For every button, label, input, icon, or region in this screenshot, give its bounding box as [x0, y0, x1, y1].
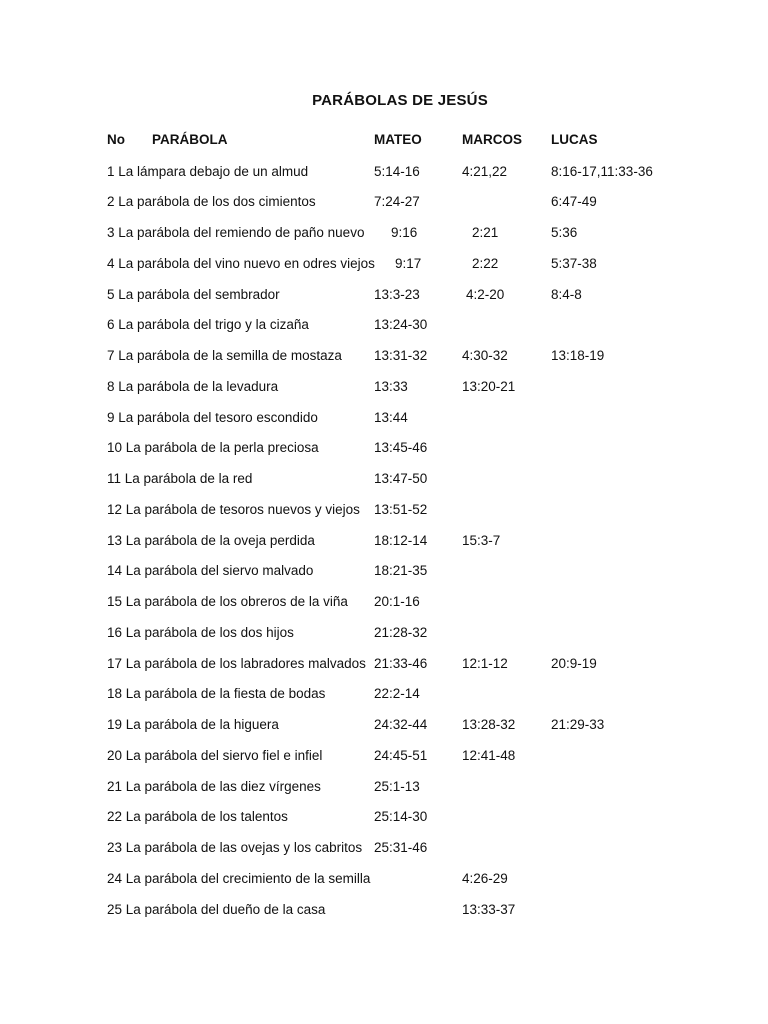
lucas-reference: 20:9-19 — [551, 656, 597, 671]
marcos-reference: 2:21 — [472, 225, 499, 240]
header-mateo: MATEO — [374, 132, 422, 147]
table-row — [0, 654, 768, 674]
parable-name: 8 La parábola de la levadura — [107, 379, 279, 394]
parable-name: 18 La parábola de la fiesta de bodas — [107, 686, 326, 701]
table-row — [0, 561, 768, 581]
table-row — [0, 346, 768, 366]
parable-name: 12 La parábola de tesoros nuevos y viejos — [107, 502, 360, 517]
table-row — [0, 192, 768, 212]
table-row — [0, 285, 768, 305]
table-row — [0, 408, 768, 428]
lucas-reference: 8:16-17,11:33-36 — [551, 164, 653, 179]
table-row — [0, 162, 768, 182]
table-row — [0, 838, 768, 858]
mateo-reference: 18:12-14 — [374, 533, 428, 548]
parable-name: 11 La parábola de la red — [107, 471, 253, 486]
marcos-reference: 12:41-48 — [462, 748, 516, 763]
mateo-reference: 13:51-52 — [374, 502, 428, 517]
table-row — [0, 715, 768, 735]
parable-name: 9 La parábola del tesoro escondido — [107, 410, 318, 425]
page-title: PARÁBOLAS DE JESÚS — [312, 92, 488, 109]
mateo-reference: 20:1-16 — [374, 594, 420, 609]
mateo-reference: 13:33 — [374, 379, 408, 394]
mateo-reference: 24:32-44 — [374, 717, 428, 732]
lucas-reference: 13:18-19 — [551, 348, 605, 363]
marcos-reference: 4:30-32 — [462, 348, 508, 363]
parable-name: 3 La parábola del remiendo de paño nuevo — [107, 225, 365, 240]
mateo-reference: 22:2-14 — [374, 686, 420, 701]
mateo-reference: 13:47-50 — [374, 471, 428, 486]
mateo-reference: 13:44 — [374, 410, 408, 425]
table-row — [0, 223, 768, 243]
mateo-reference: 21:33-46 — [374, 656, 428, 671]
table-row — [0, 807, 768, 827]
mateo-reference: 13:3-23 — [374, 287, 420, 302]
table-row — [0, 623, 768, 643]
mateo-reference: 13:31-32 — [374, 348, 428, 363]
mateo-reference: 18:21-35 — [374, 563, 428, 578]
mateo-reference: 25:31-46 — [374, 840, 428, 855]
parable-name: 10 La parábola de la perla preciosa — [107, 440, 319, 455]
table-row — [0, 254, 768, 274]
parable-name: 20 La parábola del siervo fiel e infiel — [107, 748, 323, 763]
parable-name: 6 La parábola del trigo y la cizaña — [107, 317, 309, 332]
table-row — [0, 469, 768, 489]
table-row — [0, 869, 768, 889]
mateo-reference: 13:45-46 — [374, 440, 428, 455]
table-row — [0, 315, 768, 335]
marcos-reference: 2:22 — [472, 256, 499, 271]
marcos-reference: 4:26-29 — [462, 871, 508, 886]
table-row — [0, 746, 768, 766]
parable-name: 1 La lámpara debajo de un almud — [107, 164, 309, 179]
lucas-reference: 5:36 — [551, 225, 578, 240]
header-no: No — [107, 132, 125, 147]
parable-name: 22 La parábola de los talentos — [107, 809, 288, 824]
header-marcos: MARCOS — [462, 132, 522, 147]
marcos-reference: 13:33-37 — [462, 902, 516, 917]
lucas-reference: 21:29-33 — [551, 717, 605, 732]
mateo-reference: 7:24-27 — [374, 194, 420, 209]
parable-name: 25 La parábola del dueño de la casa — [107, 902, 326, 917]
mateo-reference: 25:1-13 — [374, 779, 420, 794]
table-header — [0, 130, 768, 150]
parable-name: 19 La parábola de la higuera — [107, 717, 279, 732]
lucas-reference: 6:47-49 — [551, 194, 597, 209]
parable-name: 5 La parábola del sembrador — [107, 287, 280, 302]
table-row — [0, 592, 768, 612]
parable-name: 17 La parábola de los labradores malvados — [107, 656, 366, 671]
marcos-reference: 15:3-7 — [462, 533, 501, 548]
parable-name: 15 La parábola de los obreros de la viña — [107, 594, 348, 609]
parable-name: 24 La parábola del crecimiento de la semilla — [107, 871, 371, 886]
marcos-reference: 12:1-12 — [462, 656, 508, 671]
mateo-reference: 9:17 — [395, 256, 422, 271]
marcos-reference: 4:21,22 — [462, 164, 508, 179]
table-row — [0, 777, 768, 797]
parable-name: 16 La parábola de los dos hijos — [107, 625, 294, 640]
table-row — [0, 900, 768, 920]
parable-name: 7 La parábola de la semilla de mostaza — [107, 348, 342, 363]
table-row — [0, 684, 768, 704]
header-parabola: PARÁBOLA — [152, 132, 228, 147]
mateo-reference: 13:24-30 — [374, 317, 428, 332]
marcos-reference: 13:28-32 — [462, 717, 516, 732]
parable-name: 2 La parábola de los dos cimientos — [107, 194, 316, 209]
parable-name: 21 La parábola de las diez vírgenes — [107, 779, 321, 794]
mateo-reference: 5:14-16 — [374, 164, 420, 179]
parable-name: 4 La parábola del vino nuevo en odres viejos — [107, 256, 375, 271]
lucas-reference: 8:4-8 — [551, 287, 582, 302]
table-row — [0, 531, 768, 551]
header-lucas: LUCAS — [551, 132, 598, 147]
table-row — [0, 500, 768, 520]
mateo-reference: 21:28-32 — [374, 625, 428, 640]
parable-name: 13 La parábola de la oveja perdida — [107, 533, 315, 548]
table-row — [0, 377, 768, 397]
parable-name: 23 La parábola de las ovejas y los cabritos — [107, 840, 363, 855]
mateo-reference: 25:14-30 — [374, 809, 428, 824]
lucas-reference: 5:37-38 — [551, 256, 597, 271]
marcos-reference: 4:2-20 — [466, 287, 505, 302]
mateo-reference: 24:45-51 — [374, 748, 428, 763]
parable-name: 14 La parábola del siervo malvado — [107, 563, 314, 578]
table-row — [0, 438, 768, 458]
mateo-reference: 9:16 — [391, 225, 418, 240]
marcos-reference: 13:20-21 — [462, 379, 516, 394]
